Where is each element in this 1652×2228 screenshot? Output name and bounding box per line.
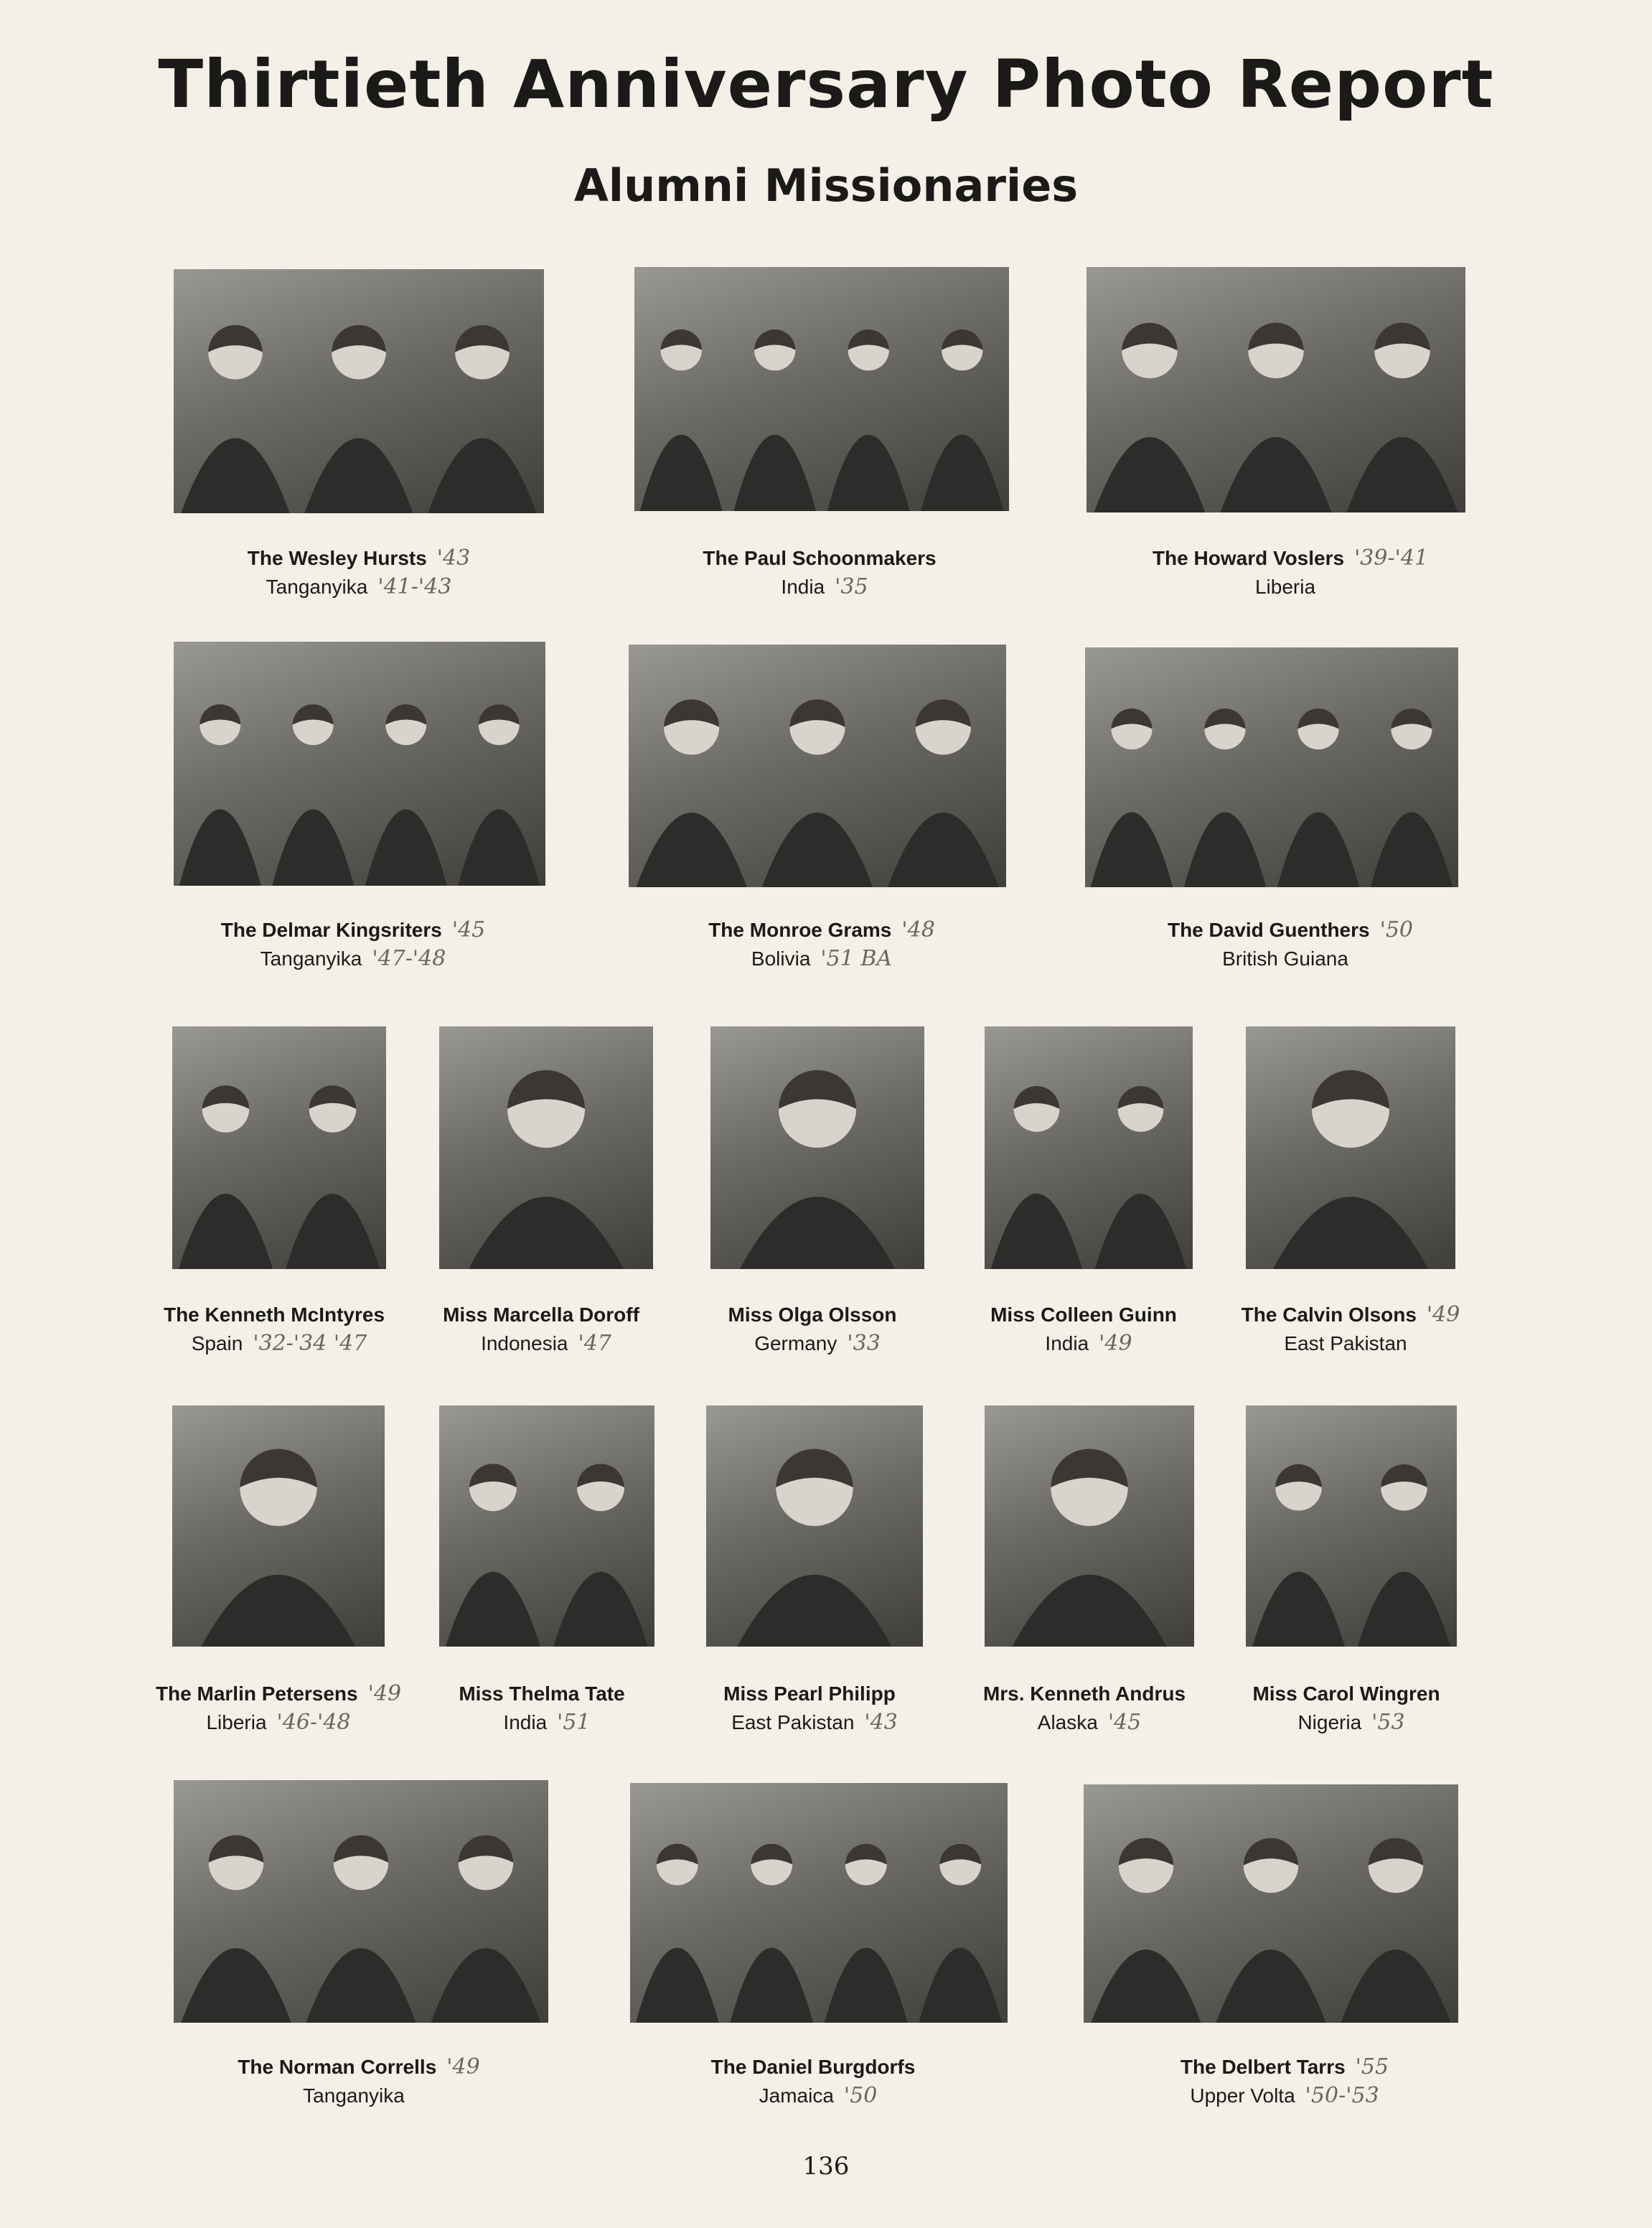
handwritten-note: '53 xyxy=(1371,1710,1405,1735)
entry-location: Tanganyika xyxy=(303,2084,405,2107)
handwritten-note: '32-'34 '47 xyxy=(253,1331,367,1356)
handwritten-note: '46-'48 xyxy=(276,1710,351,1735)
person-body xyxy=(825,1948,908,2023)
handwritten-note: '43 xyxy=(436,546,471,571)
entry-name: The David Guenthers '50 xyxy=(1167,917,1414,942)
person-body xyxy=(737,1575,891,1647)
person-body xyxy=(1371,813,1452,888)
entry-name: The Howard Voslers '39-'41 xyxy=(1152,546,1429,571)
person-body xyxy=(428,438,536,513)
photo-silhouettes xyxy=(174,642,545,886)
entry-location: British Guiana xyxy=(1222,947,1348,970)
person-body xyxy=(306,1948,416,2023)
entry-name: Miss Colleen Guinn xyxy=(990,1303,1177,1326)
photo-silhouettes xyxy=(172,1405,385,1647)
page-subtitle: Alumni Missionaries xyxy=(573,159,1079,212)
photo-silhouettes xyxy=(439,1026,653,1269)
person-body xyxy=(272,809,354,886)
photo-silhouettes xyxy=(1085,647,1458,887)
handwritten-note: '35 xyxy=(835,574,868,599)
person-body xyxy=(991,1194,1083,1269)
caption-monroe-grams xyxy=(657,916,987,973)
person-body xyxy=(179,809,261,886)
person-body xyxy=(1091,1950,1201,2023)
handwritten-note: '39-'41 xyxy=(1354,546,1429,571)
handwritten-note: '49 xyxy=(1426,1302,1460,1327)
handwritten-note: '55 xyxy=(1355,2054,1389,2079)
entry-name: The Monroe Grams '48 xyxy=(708,917,935,942)
handwritten-note: '49 xyxy=(446,2054,480,2079)
entry-location: Indonesia '47 xyxy=(481,1331,611,1356)
person-body xyxy=(636,1948,719,2023)
person-body xyxy=(1095,1194,1187,1269)
person-body xyxy=(286,1194,380,1269)
person-body xyxy=(469,1197,624,1269)
entry-name: The Kenneth McIntyres xyxy=(163,1303,385,1326)
photo-silhouettes xyxy=(985,1026,1193,1269)
entry-name: Miss Pearl Philipp xyxy=(723,1682,896,1705)
photo-silhouettes xyxy=(706,1405,923,1647)
entry-name: The Wesley Hursts '43 xyxy=(247,546,471,571)
entry-name: Miss Olga Olsson xyxy=(728,1303,897,1326)
entry-location: India '51 xyxy=(503,1710,591,1735)
entry-location: Tanganyika '47-'48 xyxy=(260,946,446,971)
entry-location: Liberia xyxy=(1254,576,1316,598)
entry-name: Miss Marcella Doroff xyxy=(443,1303,639,1326)
person-body xyxy=(919,1948,1002,2023)
entry-name: The Calvin Olsons '49 xyxy=(1241,1302,1460,1327)
photo-silhouettes xyxy=(1087,267,1465,512)
photo-calvin-olsons xyxy=(1246,1026,1455,1269)
person-body xyxy=(640,435,723,511)
handwritten-note: '50 xyxy=(1379,917,1414,942)
person-body xyxy=(762,813,873,887)
entry-location: Liberia '46-'48 xyxy=(206,1710,351,1735)
photo-silhouettes xyxy=(630,1783,1008,2023)
photo-silhouettes xyxy=(174,269,544,513)
person-body xyxy=(365,809,447,886)
person-body xyxy=(1347,437,1458,512)
page-number: 136 xyxy=(802,2152,850,2181)
person-body xyxy=(733,435,816,511)
person-body xyxy=(179,1194,273,1269)
handwritten-note: '45 xyxy=(1107,1710,1142,1735)
caption-paul-schoonmakers xyxy=(660,544,990,602)
caption-david-guenthers xyxy=(1125,916,1455,973)
photo-silhouettes xyxy=(634,267,1009,511)
caption-delbert-tarrs xyxy=(1120,2053,1450,2110)
photo-silhouettes xyxy=(172,1026,386,1269)
person-body xyxy=(201,1575,355,1647)
person-body xyxy=(1091,813,1173,888)
person-body xyxy=(637,813,747,887)
entry-name: The Delmar Kingsriters '45 xyxy=(220,917,486,942)
photo-silhouettes xyxy=(710,1026,924,1269)
entry-name: Miss Carol Wingren xyxy=(1252,1682,1440,1705)
entry-location: East Pakistan xyxy=(1284,1332,1407,1354)
photo-thelma-tate xyxy=(439,1405,654,1647)
handwritten-note: '47 xyxy=(578,1331,611,1356)
entry-location: Tanganyika '41-'43 xyxy=(266,574,452,599)
entry-location: Alaska '45 xyxy=(1037,1710,1142,1735)
photo-monroe-grams xyxy=(629,645,1006,887)
photo-marlin-petersens xyxy=(172,1405,385,1647)
photo-kenneth-mcintyres xyxy=(172,1026,386,1269)
person-body xyxy=(888,813,998,887)
entry-location: Bolivia '51 BA xyxy=(751,946,893,971)
photo-silhouettes xyxy=(985,1405,1194,1647)
photo-norman-corrells xyxy=(174,1780,548,2023)
person-body xyxy=(431,1948,540,2023)
handwritten-note: '43 xyxy=(864,1710,898,1735)
photo-pearl-philipp xyxy=(706,1405,923,1647)
person-body xyxy=(304,438,413,513)
entry-name: The Marlin Petersens '49 xyxy=(155,1681,402,1706)
caption-norman-corrells xyxy=(194,2053,524,2110)
person-body xyxy=(1012,1575,1166,1647)
entry-location: Spain '32-'34 '47 xyxy=(191,1331,367,1356)
person-body xyxy=(1341,1950,1450,2023)
person-body xyxy=(1358,1572,1450,1647)
entry-location: East Pakistan '43 xyxy=(731,1710,898,1735)
photo-colleen-guinn xyxy=(985,1026,1193,1269)
person-body xyxy=(1252,1572,1345,1647)
photo-howard-voslers xyxy=(1087,267,1465,512)
person-body xyxy=(740,1197,895,1269)
caption-carol-wingren xyxy=(1186,1680,1516,1737)
entry-location: Upper Volta '50-'53 xyxy=(1190,2083,1379,2108)
entry-name: The Delbert Tarrs '55 xyxy=(1180,2054,1389,2079)
handwritten-note: '49 xyxy=(367,1681,402,1706)
entry-name: The Norman Corrells '49 xyxy=(238,2054,480,2079)
photo-silhouettes xyxy=(1246,1026,1455,1269)
caption-daniel-burgdorfs xyxy=(653,2053,983,2110)
handwritten-note: '49 xyxy=(1099,1331,1132,1356)
person-body xyxy=(1094,437,1206,512)
photo-delbert-tarrs xyxy=(1084,1784,1458,2023)
photo-kenneth-andrus xyxy=(985,1405,1194,1647)
person-body xyxy=(1277,813,1359,888)
photo-silhouettes xyxy=(629,645,1006,887)
caption-wesley-hursts xyxy=(194,544,524,602)
entry-location: India '35 xyxy=(781,574,868,599)
person-body xyxy=(1184,813,1266,888)
photo-delmar-kingsriters xyxy=(174,642,545,886)
entry-name: The Paul Schoonmakers xyxy=(703,547,937,569)
photo-silhouettes xyxy=(174,1780,548,2023)
photo-david-guenthers xyxy=(1085,647,1458,887)
handwritten-note: '50 xyxy=(843,2083,878,2108)
photo-daniel-burgdorfs xyxy=(630,1783,1008,2023)
entry-location: India '49 xyxy=(1045,1331,1132,1356)
person-body xyxy=(730,1948,813,2023)
photo-paul-schoonmakers xyxy=(634,267,1009,511)
entry-name: The Daniel Burgdorfs xyxy=(710,2056,916,2078)
photo-silhouettes xyxy=(1084,1784,1458,2023)
page-title: Thirtieth Anniversary Photo Report xyxy=(158,46,1494,123)
handwritten-note: '47-'48 xyxy=(372,946,446,971)
entry-location: Germany '33 xyxy=(754,1331,881,1356)
photo-silhouettes xyxy=(1246,1405,1457,1647)
entry-location: Nigeria '53 xyxy=(1297,1710,1405,1735)
entry-name: Mrs. Kenneth Andrus xyxy=(982,1682,1186,1705)
person-body xyxy=(1221,437,1332,512)
person-body xyxy=(553,1572,648,1647)
caption-howard-voslers xyxy=(1125,544,1455,602)
person-body xyxy=(921,435,1003,511)
handwritten-note: '51 BA xyxy=(820,946,893,971)
photo-carol-wingren xyxy=(1246,1405,1457,1647)
handwritten-note: '33 xyxy=(847,1331,881,1356)
person-body xyxy=(181,1948,291,2023)
person-body xyxy=(181,438,289,513)
photo-olga-olsson xyxy=(710,1026,924,1269)
caption-calvin-olsons xyxy=(1186,1301,1516,1358)
person-body xyxy=(1273,1197,1428,1269)
caption-delmar-kingsriters xyxy=(188,916,518,973)
handwritten-note: '48 xyxy=(901,917,935,942)
handwritten-note: '41-'43 xyxy=(377,574,452,599)
person-body xyxy=(827,435,910,511)
person-body xyxy=(1216,1950,1325,2023)
photo-marcella-doroff xyxy=(439,1026,653,1269)
photo-wesley-hursts xyxy=(174,269,544,513)
entry-name: Miss Thelma Tate xyxy=(459,1682,625,1705)
entry-location: Jamaica '50 xyxy=(759,2083,878,2108)
photo-silhouettes xyxy=(439,1405,654,1647)
person-body xyxy=(446,1572,540,1647)
person-body xyxy=(458,809,540,886)
handwritten-note: '50-'53 xyxy=(1305,2083,1379,2108)
handwritten-note: '51 xyxy=(557,1710,591,1735)
handwritten-note: '45 xyxy=(451,917,486,942)
